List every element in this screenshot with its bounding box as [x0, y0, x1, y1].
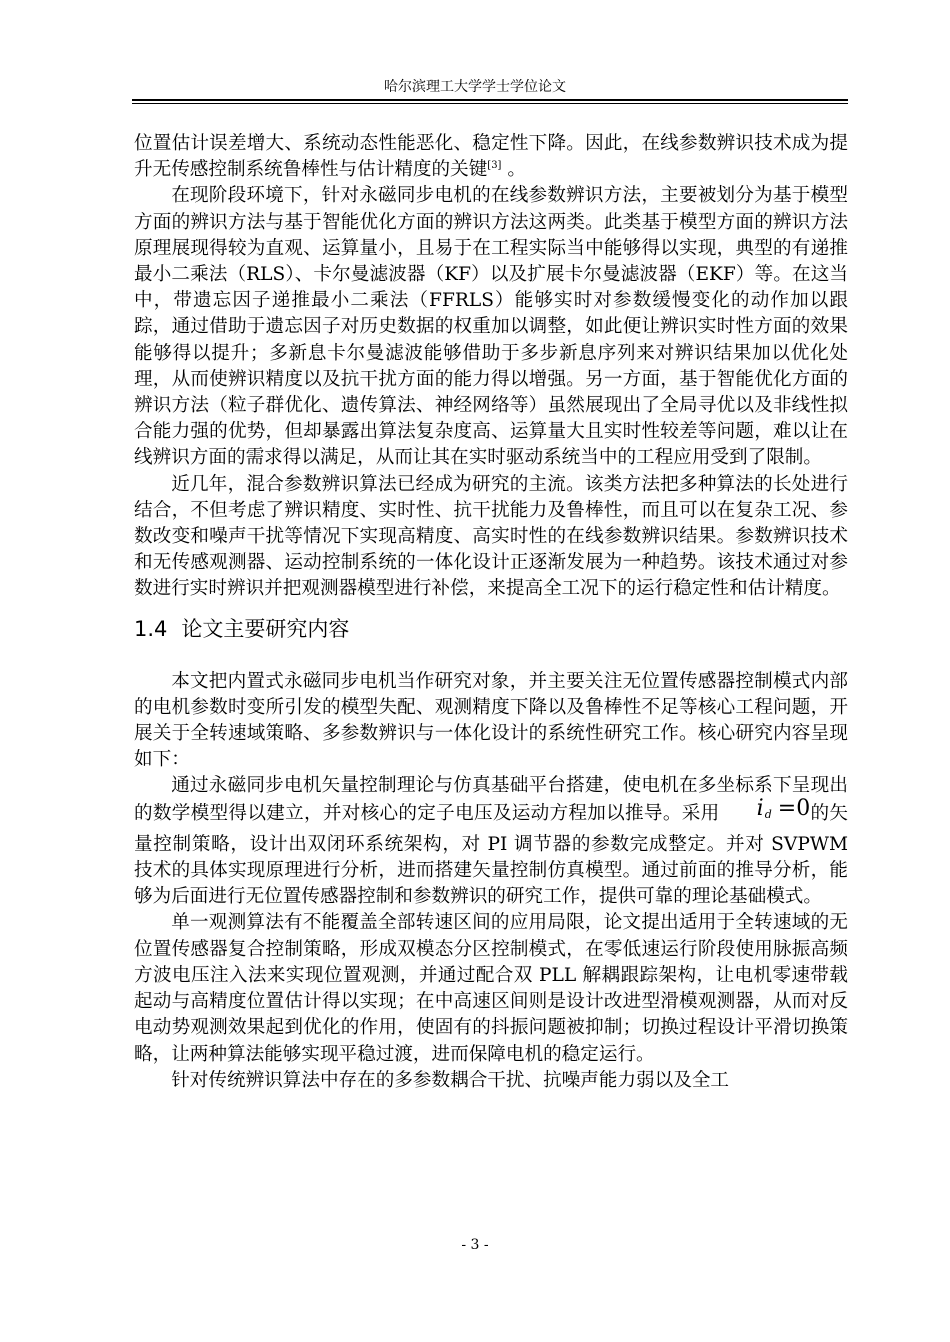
- paragraph-1-text: 位置估计误差增大、系统动态性能恶化、稳定性下降。因此，在线参数辨识技术成为提升无传感控制系统鲁棒性与估计精度的关键: [134, 133, 848, 181]
- header-rule-thick: [132, 99, 848, 101]
- running-header: 哈尔滨理工大学学士学位论文: [384, 79, 566, 95]
- paragraph-4: 本文把内置式永磁同步电机当作研究对象，并主要关注无位置传感器控制模式内部的电机参数时变所引发的模型失配、观测精度下降以及鲁棒性不足等核心工程问题，开展关于全转速域策略、多参数辨识与一体化设计的系统性研究工作。核心研究内容呈现如下：: [134, 670, 848, 771]
- paragraph-1-end: 。: [507, 159, 526, 181]
- header-rule-thin: [132, 103, 848, 104]
- math-subscript: d: [764, 807, 772, 821]
- paragraph-1: [134, 131, 848, 183]
- math-variable: i: [756, 795, 764, 821]
- section-heading: [134, 615, 848, 643]
- paragraph-7: 针对传统辨识算法中存在的多参数耦合干扰、抗噪声能力弱以及全工: [171, 1069, 730, 1091]
- citation-3: [3]: [487, 160, 502, 172]
- paragraph-6: 单一观测算法有不能覆盖全部转速区间的应用局限，论文提出适用于全转速域的无位置传感器复合控制策略，形成双模态分区控制模式，在零低速运行阶段使用脉振高频方波电压注入法来实现位置观测，并通过配合双 PLL 解耦跟踪架构，让电机零速带载起动与高精度位置估计得以实现；在中高速区间则是设计改进型滑模观测器，从而对反电动势观测效果起到优化的作用，使固有的抖振问题被抑制；切换过程设计平滑切换策略，让两种算法能够实现平稳过渡，进而保障电机的稳定运行。: [134, 912, 848, 1065]
- section-number: 1.4: [134, 616, 168, 641]
- paragraph-2: 在现阶段环境下，针对永磁同步电机的在线参数辨识方法，主要被划分为基于模型方面的辨识方法与基于智能优化方面的辨识方法这两类。此类基于模型方面的辨识方法原理展现得较为直观、运算量小，且易于在工程实际当中能够得以实现，典型的有递推最小二乘法（RLS）、卡尔曼滤波器（KF）以及扩展卡尔曼滤波器（EKF）等。在这当中，带遗忘因子递推最小二乘法（FFRLS）能够实时对参数缓慢变化的动作加以跟踪，通过借助于遗忘因子对历史数据的权重加以调整，如此便让辨识实时性方面的效果能够得以提升；多新息卡尔曼滤波能够借助于多步新息序列来对辨识结果加以优化处理，从而使辨识精度以及抗干扰方面的能力得以增强。另一方面，基于智能优化方面的辨识方法（粒子群优化、遗传算法、神经网络等）虽然展现出了全局寻优以及非线性拟合能力强的优势，但却暴露出算法复杂度高、运算量大且实时性较差等问题，难以让在线辨识方面的需求得以满足，从而让其在实时驱动系统当中的工程应用受到了限制。: [134, 185, 848, 469]
- paragraph-3: 近几年，混合参数辨识算法已经成为研究的主流。该类方法把多种算法的长处进行结合，不但考虑了辨识精度、实时性、抗干扰能力及鲁棒性，而且可以在复杂工况、参数改变和噪声干扰等情况下实现高精度、高实时性的在线参数辨识结果。参数辨识技术和无传感观测器、运动控制系统的一体化设计正逐渐发展为一种趋势。该技术通过对参数进行实时辨识并把观测器模型进行补偿，来提高全工况下的运行稳定性和估计精度。: [134, 473, 848, 600]
- body-text: [134, 131, 848, 1094]
- paragraph-5: [134, 773, 848, 910]
- paragraph-5-text-b: 的矢量控制策略，设计出双闭环系统架构，对 PI 调节器的参数完成整定。并对 SVPWM 技术的具体实现原理进行分析，进而搭建矢量控制仿真模型。通过前面的推导分析，能够为后面进行无位置传感器控制和参数辨识的研究工作，提供可靠的理论基础模式。: [134, 802, 848, 908]
- equation-id-zero: [719, 796, 810, 828]
- page-number: - 3 -: [461, 1237, 489, 1253]
- paragraph-5-text-a: 通过永磁同步电机矢量控制理论与仿真基础平台搭建，使电机在多坐标系下呈现出的数学模型得以建立，并对核心的定子电压及运动方程加以推导。采用: [134, 775, 848, 824]
- section-title: 论文主要研究内容: [181, 616, 350, 641]
- math-rhs: =0: [777, 795, 811, 821]
